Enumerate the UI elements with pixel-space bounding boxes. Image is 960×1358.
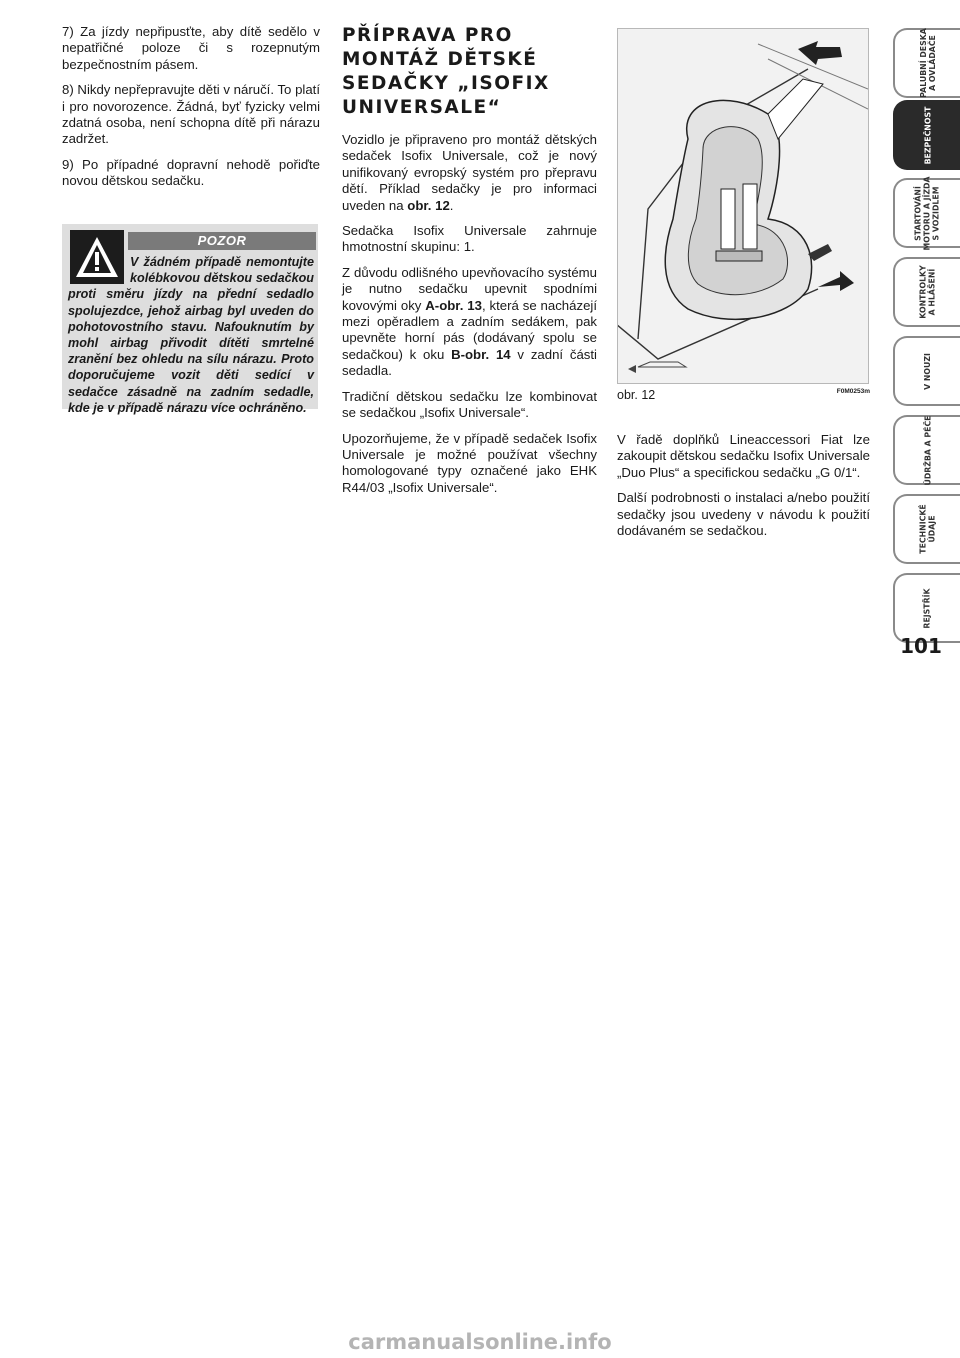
- tab-udrzba[interactable]: ÚDRŽBA A PÉČE: [893, 415, 960, 485]
- right-column: [617, 432, 870, 548]
- figure-reference-b: B-obr. 14: [451, 346, 511, 362]
- tab-technicke-udaje[interactable]: TECHNICKÉ ÚDAJE: [893, 494, 960, 564]
- left-column: [62, 24, 320, 199]
- tab-bezpecnost[interactable]: BEZPEČNOST: [893, 100, 960, 170]
- page-number: 101: [900, 634, 942, 658]
- figure-reference: obr. 12: [407, 197, 450, 213]
- paragraph-weight-group: Sedačka Isofix Universale zahrnuje hmotnostní skupinu: 1.: [342, 223, 597, 255]
- paragraph-7: 7) Za jízdy nepřipusťte, aby dítě sedělo v nepatřičné poloze či s rozepnutým bezpečnostním pásem.: [62, 24, 320, 72]
- figure-code: F0M0253m: [836, 388, 870, 395]
- figure-caption: [617, 388, 870, 404]
- watermark: carmanualsonline.info: [348, 1330, 612, 1354]
- tab-v-nouzi[interactable]: V NOUZI: [893, 336, 960, 406]
- tab-palubni-deska[interactable]: PALUBNÍ DESKA A OVLÁDAČE: [893, 28, 960, 98]
- section-heading: PŘÍPRAVA PRO MONTÁŽ DĚTSKÉ SEDAČKY „ISOFIX UNIVERSALE“: [342, 25, 550, 118]
- figure-reference-a: A-obr. 13: [425, 297, 482, 313]
- middle-column: [342, 24, 597, 505]
- tab-rejstrik[interactable]: REJSTŘÍK: [893, 573, 960, 643]
- paragraph-mounting: Z důvodu odlišného upevňovacího systému je nutno sedačku upevnit spodními kovovými oky A-obr. 13, která se nacházejí mezi opěradlem a zadním sedákem, pak upevněte horní pás (dodávaný spolu se sedačkou) k oku B-obr. 14 v zadní části sedadla.: [342, 264, 598, 379]
- paragraph-intro: Vozidlo je připraveno pro montáž dětských sedaček Isofix Universale, což je nový unifikovaný evropský systém pro přepravu dětí. Příklad sedačky je pro informaci uveden na obr. 12.: [342, 132, 597, 213]
- paragraph-homologation: Upozorňujeme, že v případě sedaček Isofix Universale je možné používat všechny homologované typy označené jako EHK R44/03 „Isofix Universale“.: [342, 430, 597, 495]
- paragraph-combination: Tradiční dětskou sedačku lze kombinovat se sedačkou „Isofix Universale“.: [342, 388, 597, 421]
- tab-kontrolky[interactable]: KONTROLKY A HLÁŠENÍ: [893, 257, 960, 327]
- tab-startovani[interactable]: STARTOVÁNÍ MOTORU A JÍZDA S VOZIDLEM: [893, 178, 960, 248]
- warning-text: V žádném případě nemontujte kolébkovou dětskou sedačkou proti směru jízdy na přední sedadlo spolujezdce, jehož airbag byl uveden do pohotovostního stavu. Nafouknutím by mohl airbag přivodit dítěti smrtelné zranění bez ohledu na sílu nárazu. Proto doporučujeme vozit děti sedící v sedačce zásadně na zadním sedadle, kde je v případě nárazu více ochráněno.: [68, 255, 314, 415]
- paragraph-accessories: V řadě doplňků Lineaccessori Fiat lze zakoupit dětskou sedačku Isofix Universale „Duo Plus“ a specifickou sedačku „G 0/1“.: [617, 432, 870, 480]
- figure-caption-label: obr. 12: [617, 388, 656, 402]
- warning-label: POZOR: [128, 232, 316, 250]
- paragraph-more-info: Další podrobnosti o instalaci a/nebo použití sedačky jsou uvedeny v návodu k použití dodávaném se sedačkou.: [617, 490, 870, 539]
- paragraph-8: 8) Nikdy nepřepravujte děti v náručí. To platí i pro novorozence. Žádná, byť fyzicky velmi zdatná osoba, není schopna dítě při nárazu zadržet.: [62, 82, 320, 147]
- child-seat-illustration: [617, 28, 869, 384]
- paragraph-9: 9) Po případné dopravní nehodě pořiďte novou dětskou sedačku.: [62, 156, 320, 189]
- warning-box: [62, 224, 318, 415]
